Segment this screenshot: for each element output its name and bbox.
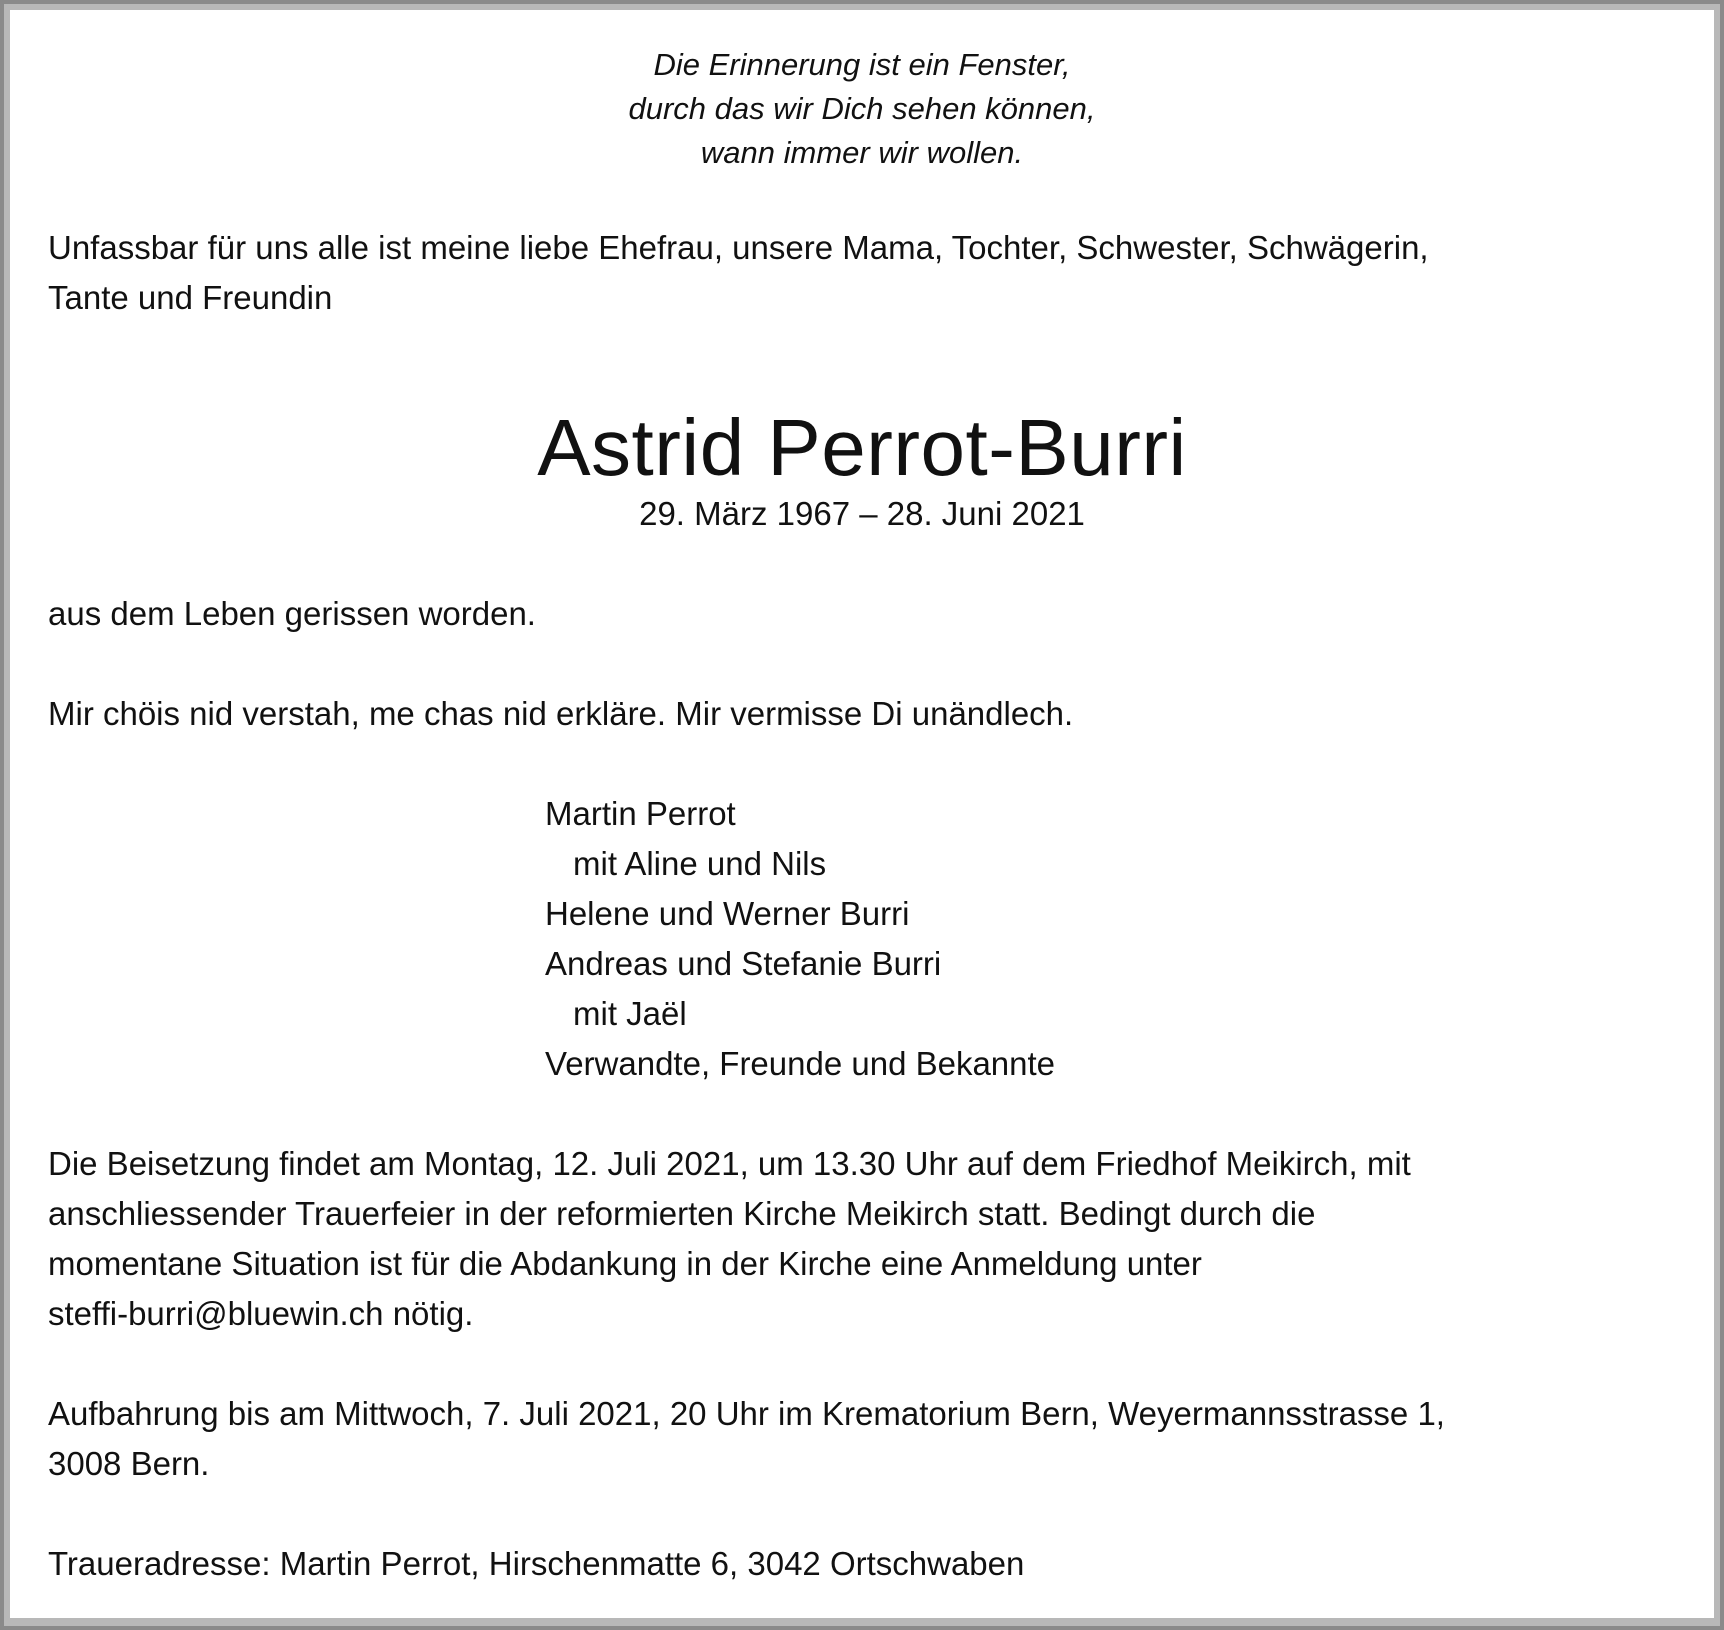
deceased-name: Astrid Perrot-Burri	[537, 403, 1187, 492]
family-member: mit Aline und Nils	[573, 845, 827, 882]
family-member: Andreas und Stefanie Burri	[545, 945, 942, 982]
mourning-address: Traueradresse: Martin Perrot, Hirschenmatte 6, 3042 Ortschwaben	[48, 1545, 1025, 1582]
poem-line-3: wann immer wir wollen.	[700, 135, 1024, 170]
viewing-line-2: 3008 Bern.	[48, 1445, 210, 1482]
family-member: Martin Perrot	[545, 795, 736, 832]
outro-text: aus dem Leben gerissen worden.	[48, 595, 536, 632]
family-member: Verwandte, Freunde und Bekannte	[545, 1045, 1056, 1082]
life-dates: 29. März 1967 – 28. Juni 2021	[639, 495, 1085, 532]
intro-line-1: Unfassbar für uns alle ist meine liebe Ehefrau, unsere Mama, Tochter, Schwester, Schwägerin,	[48, 229, 1429, 266]
burial-line-1: Die Beisetzung findet am Montag, 12. Juli 2021, um 13.30 Uhr auf dem Friedhof Meikirch, mit	[48, 1145, 1411, 1182]
burial-line-3: momentane Situation ist für die Abdankung in der Kirche eine Anmeldung unter	[48, 1245, 1202, 1282]
poem-line-1: Die Erinnerung ist ein Fenster,	[653, 47, 1071, 82]
burial-line-2: anschliessender Trauerfeier in der reformierten Kirche Meikirch statt. Bedingt durch die	[48, 1195, 1316, 1232]
viewing-line-1: Aufbahrung bis am Mittwoch, 7. Juli 2021, 20 Uhr im Krematorium Bern, Weyermannsstrasse 1,	[48, 1395, 1445, 1432]
family-member: mit Jaël	[573, 995, 687, 1032]
family-member: Helene und Werner Burri	[545, 895, 910, 932]
intro-line-2: Tante und Freundin	[48, 279, 333, 316]
poem-line-2: durch das wir Dich sehen können,	[628, 91, 1096, 126]
dialect-line: Mir chöis nid verstah, me chas nid erkläre. Mir vermisse Di unändlech.	[48, 695, 1074, 732]
burial-line-4: steffi-burri@bluewin.ch nötig.	[48, 1295, 474, 1332]
